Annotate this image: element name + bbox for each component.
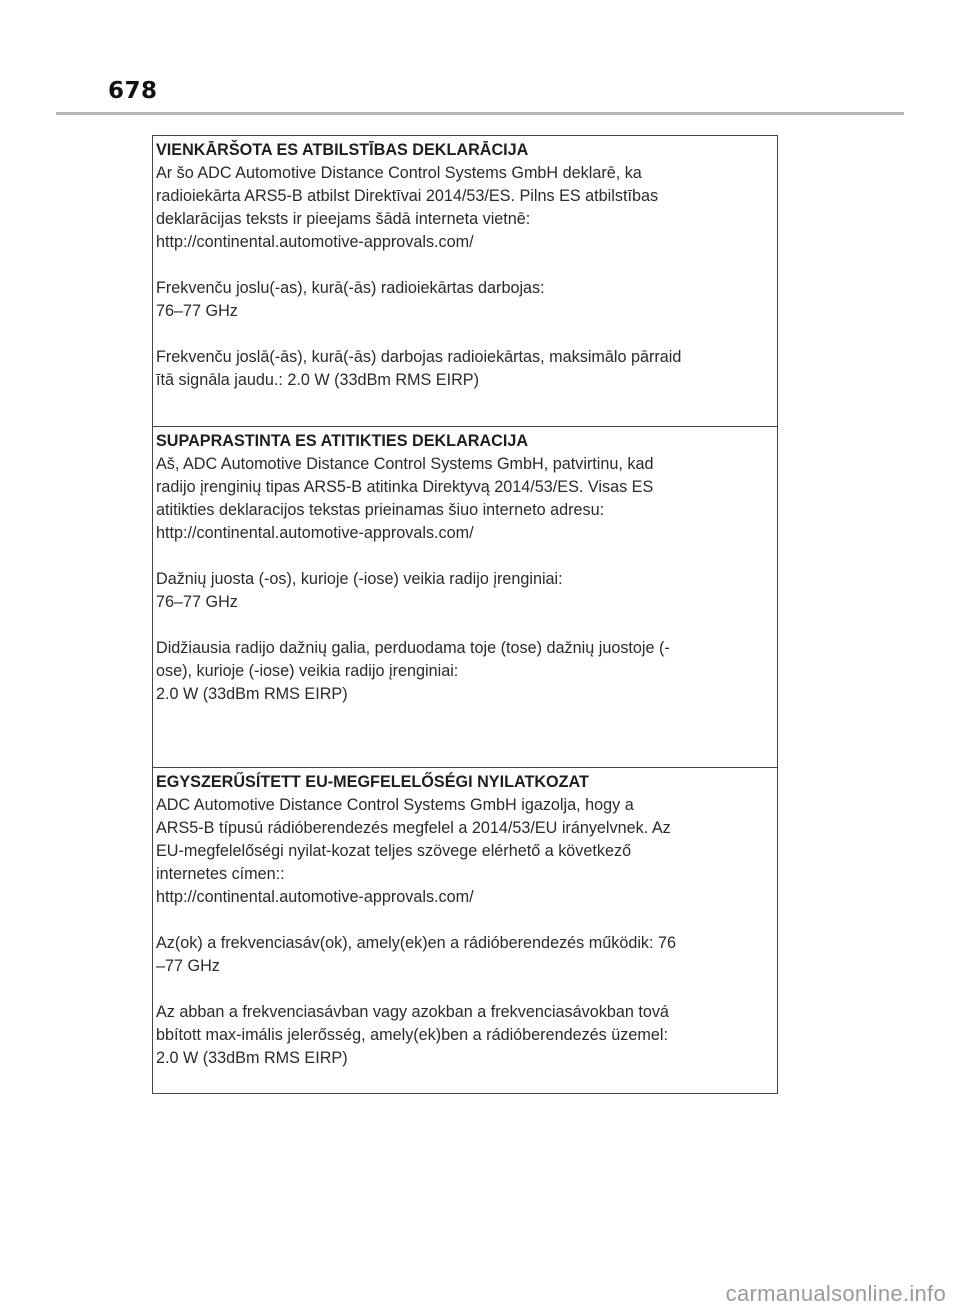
declaration-title: EGYSZERŰSÍTETT EU-MEGFELELŐSÉGI NYILATKOZAT xyxy=(156,773,589,791)
declaration-line: Az abban a frekvenciasávban vagy azokban a frekvenciasávokban tová xyxy=(156,1003,669,1021)
header-divider xyxy=(56,112,904,115)
declaration-line: Didžiausia radijo dažnių galia, perduodama toje (tose) dažnių juostoje (- xyxy=(156,639,670,657)
declaration-body xyxy=(156,794,777,1070)
declaration-line: 76–77 GHz xyxy=(156,593,238,611)
declaration-line: atitikties deklaracijos tekstas prieinamas šiuo interneto adresu: xyxy=(156,501,605,519)
declaration-line: ARS5-B típusú rádióberendezés megfelel a 2014/53/EU irányelvnek. Az xyxy=(156,819,671,837)
declaration-body xyxy=(156,162,777,392)
page-number: 678 xyxy=(108,78,158,104)
declaration-hungarian xyxy=(153,767,777,1093)
declaration-line: radioiekārta ARS5-B atbilst Direktīvai 2014/53/ES. Pilns ES atbilstības xyxy=(156,187,659,205)
declaration-line: 2.0 W (33dBm RMS EIRP) xyxy=(156,1049,348,1067)
declaration-title: VIENKĀRŠOTA ES ATBILSTĪBAS DEKLARĀCIJA xyxy=(156,141,529,159)
paragraph-gap xyxy=(156,614,777,637)
declaration-line: Dažnių juosta (-os), kurioje (-iose) veikia radijo įrenginiai: xyxy=(156,570,563,588)
declaration-line: EU-megfelelőségi nyilat-kozat teljes szövege elérhető a következő xyxy=(156,842,632,860)
paragraph-gap xyxy=(156,545,777,568)
declaration-line: 2.0 W (33dBm RMS EIRP) xyxy=(156,685,348,703)
declaration-body xyxy=(156,453,777,706)
declaration-line: deklarācijas teksts ir pieejams šādā interneta vietnē: xyxy=(156,210,531,228)
declaration-line: http://continental.automotive-approvals.com/ xyxy=(156,524,474,542)
declaration-line: Aš, ADC Automotive Distance Control Systems GmbH, patvirtinu, kad xyxy=(156,455,654,473)
declaration-title: SUPAPRASTINTA ES ATITIKTIES DEKLARACIJA xyxy=(156,432,529,450)
declaration-line: ītā signāla jaudu.: 2.0 W (33dBm RMS EIRP) xyxy=(156,371,479,389)
declaration-line: http://continental.automotive-approvals.com/ xyxy=(156,888,474,906)
declaration-line: Az(ok) a frekvenciasáv(ok), amely(ek)en a rádióberendezés működik: 76 xyxy=(156,934,677,952)
paragraph-gap xyxy=(156,909,777,932)
declaration-line: http://continental.automotive-approvals.com/ xyxy=(156,233,474,251)
watermark-text: carmanualsonline.info xyxy=(725,1281,946,1306)
declaration-line: radijo įrenginių tipas ARS5-B atitinka Direktyvą 2014/53/ES. Visas ES xyxy=(156,478,654,496)
declaration-line: ADC Automotive Distance Control Systems GmbH igazolja, hogy a xyxy=(156,796,634,814)
paragraph-gap xyxy=(156,323,777,346)
declaration-line: bbított max-imális jelerősség, amely(ek)ben a rádióberendezés üzemel: xyxy=(156,1026,668,1044)
declaration-latvian xyxy=(153,136,777,426)
declaration-lithuanian xyxy=(153,426,777,767)
declaration-line: 76–77 GHz xyxy=(156,302,238,320)
declaration-line: Frekvenču joslu(-as), kurā(-ās) radioiekārtas darbojas: xyxy=(156,279,545,297)
declaration-line: ose), kurioje (-iose) veikia radijo įrenginiai: xyxy=(156,662,459,680)
declaration-line: Frekvenču joslā(-ās), kurā(-ās) darbojas radioiekārtas, maksimālo pārraid xyxy=(156,348,682,366)
declaration-line: internetes címen:: xyxy=(156,865,285,883)
paragraph-gap xyxy=(156,978,777,1001)
declaration-line: –77 GHz xyxy=(156,957,220,975)
paragraph-gap xyxy=(156,254,777,277)
declaration-table xyxy=(152,135,778,1094)
declaration-line: Ar šo ADC Automotive Distance Control Systems GmbH deklarē, ka xyxy=(156,164,642,182)
